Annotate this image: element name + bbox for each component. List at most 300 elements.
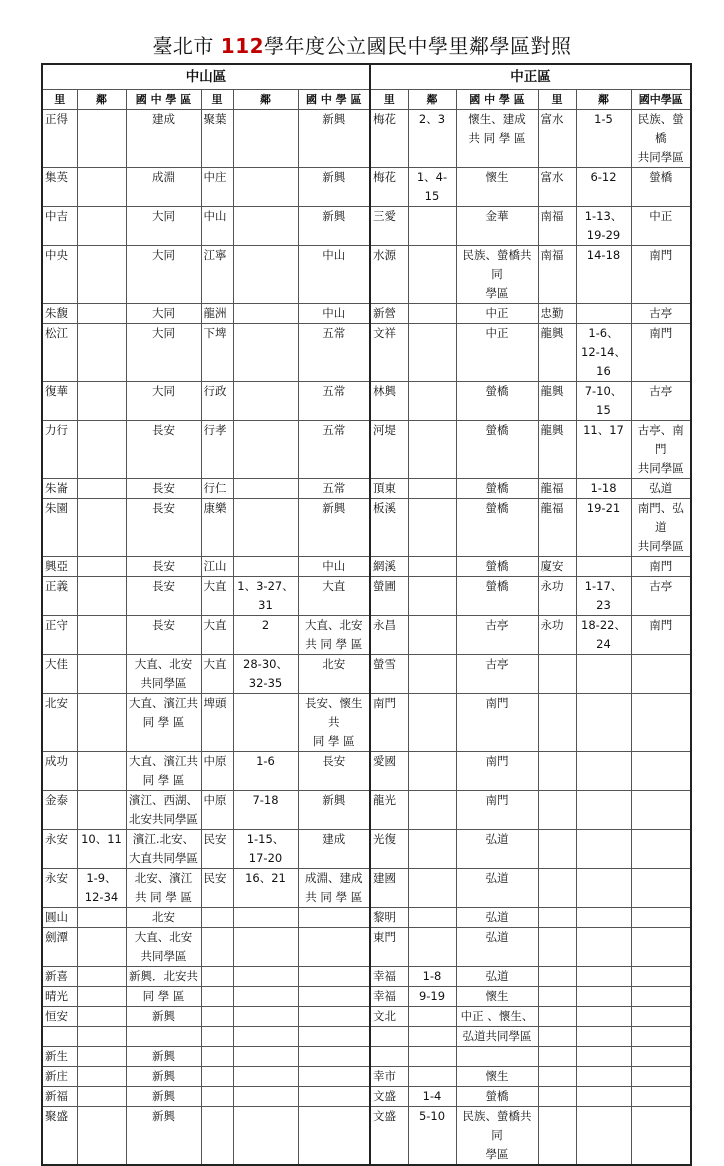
- school-district-cell: 五常: [298, 324, 370, 382]
- village-cell: 龍洲: [201, 304, 233, 324]
- school-district-cell: 古亭、南門 共同學區: [631, 421, 691, 479]
- district-zhongzheng: 中正區: [370, 64, 691, 90]
- school-district-cell: 民族、螢橋 共同學區: [631, 110, 691, 168]
- school-district-cell: 大同: [126, 304, 201, 324]
- neighborhood-cell: [233, 928, 298, 967]
- neighborhood-cell: [233, 382, 298, 421]
- village-cell: [201, 1067, 233, 1087]
- neighborhood-cell: 19-21: [576, 499, 631, 557]
- neighborhood-cell: [77, 616, 126, 655]
- neighborhood-cell: [233, 110, 298, 168]
- column-header-row: [42, 90, 691, 110]
- table-row: [42, 791, 691, 830]
- neighborhood-cell: 1、3-27、 31: [233, 577, 298, 616]
- village-cell: 行孝: [201, 421, 233, 479]
- neighborhood-cell: 1-9、 12-34: [77, 869, 126, 908]
- village-cell: 江山: [201, 557, 233, 577]
- village-cell: 大直: [201, 577, 233, 616]
- school-district-cell: 長安: [126, 577, 201, 616]
- school-district-cell: 民族、螢橋共同 學區: [456, 246, 538, 304]
- school-district-cell: 懷生、建成 共 同 學 區: [456, 110, 538, 168]
- school-district-cell: 長安: [126, 616, 201, 655]
- neighborhood-cell: 7-10、15: [576, 382, 631, 421]
- neighborhood-cell: [408, 382, 456, 421]
- neighborhood-cell: 9-19: [408, 987, 456, 1007]
- neighborhood-cell: [408, 1047, 456, 1067]
- village-cell: 東門: [370, 928, 408, 967]
- village-cell: 中庄: [201, 168, 233, 207]
- village-cell: 光復: [370, 830, 408, 869]
- village-cell: 文祥: [370, 324, 408, 382]
- school-district-cell: 大直、北安 共同學區: [126, 655, 201, 694]
- village-cell: [370, 1047, 408, 1067]
- village-cell: [538, 928, 576, 967]
- village-cell: [538, 752, 576, 791]
- village-cell: [538, 1067, 576, 1087]
- neighborhood-cell: 1-18: [576, 479, 631, 499]
- neighborhood-cell: 16、21: [233, 869, 298, 908]
- village-cell: [538, 869, 576, 908]
- village-cell: 永昌: [370, 616, 408, 655]
- village-cell: 正義: [42, 577, 77, 616]
- neighborhood-cell: [233, 987, 298, 1007]
- neighborhood-cell: 14-18: [576, 246, 631, 304]
- neighborhood-cell: 1-15、 17-20: [233, 830, 298, 869]
- table-row: [42, 616, 691, 655]
- table-row: [42, 246, 691, 304]
- village-cell: 河堤: [370, 421, 408, 479]
- neighborhood-cell: [233, 246, 298, 304]
- neighborhood-cell: 18-22、 24: [576, 616, 631, 655]
- neighborhood-cell: [233, 499, 298, 557]
- page-title: 臺北市 112學年度公立國民中學里鄰學區對照: [152, 34, 572, 58]
- neighborhood-cell: [408, 1067, 456, 1087]
- neighborhood-cell: [408, 908, 456, 928]
- village-cell: 忠勤: [538, 304, 576, 324]
- school-district-cell: 新興: [126, 1047, 201, 1067]
- village-cell: 正得: [42, 110, 77, 168]
- village-cell: 富水: [538, 110, 576, 168]
- school-district-cell: 大直、北安 共同學區: [126, 928, 201, 967]
- village-cell: 黎明: [370, 908, 408, 928]
- village-cell: 松江: [42, 324, 77, 382]
- school-district-cell: 南門、弘道 共同學區: [631, 499, 691, 557]
- school-district-cell: 長安: [126, 421, 201, 479]
- village-cell: 梅花: [370, 110, 408, 168]
- village-cell: 朱馥: [42, 304, 77, 324]
- table-row: [42, 207, 691, 246]
- school-district-cell: 古亭: [456, 616, 538, 655]
- school-district-cell: 成淵: [126, 168, 201, 207]
- school-district-cell: 古亭: [631, 304, 691, 324]
- village-cell: 大直: [201, 655, 233, 694]
- neighborhood-cell: [408, 791, 456, 830]
- neighborhood-cell: [77, 908, 126, 928]
- neighborhood-cell: [233, 168, 298, 207]
- school-district-cell: [456, 1047, 538, 1067]
- neighborhood-cell: [233, 1047, 298, 1067]
- table-row: [42, 1067, 691, 1087]
- neighborhood-cell: [233, 1027, 298, 1047]
- village-cell: 下埤: [201, 324, 233, 382]
- neighborhood-cell: 2、3: [408, 110, 456, 168]
- school-district-cell: [631, 1067, 691, 1087]
- neighborhood-cell: [408, 479, 456, 499]
- school-district-cell: 大直、濱江共 同 學 區: [126, 694, 201, 752]
- village-cell: 永安: [42, 869, 77, 908]
- school-district-cell: [631, 655, 691, 694]
- village-cell: 新生: [42, 1047, 77, 1067]
- neighborhood-cell: 1-6: [233, 752, 298, 791]
- school-district-cell: 南門: [631, 616, 691, 655]
- village-cell: 新庄: [42, 1067, 77, 1087]
- village-cell: 龍福: [538, 479, 576, 499]
- neighborhood-cell: [233, 207, 298, 246]
- school-district-cell: 南門: [631, 324, 691, 382]
- school-district-cell: [631, 791, 691, 830]
- village-cell: [42, 1027, 77, 1047]
- school-district-cell: [298, 928, 370, 967]
- school-district-cell: 大直: [298, 577, 370, 616]
- school-district-cell: 弘道: [456, 830, 538, 869]
- neighborhood-cell: [576, 869, 631, 908]
- table-row: [42, 304, 691, 324]
- school-district-cell: [631, 1107, 691, 1166]
- neighborhood-cell: 10、11: [77, 830, 126, 869]
- school-district-cell: [298, 1087, 370, 1107]
- village-cell: 大直: [201, 616, 233, 655]
- village-cell: 螢雪: [370, 655, 408, 694]
- neighborhood-cell: [408, 830, 456, 869]
- neighborhood-cell: [233, 694, 298, 752]
- school-district-cell: [631, 752, 691, 791]
- village-cell: 新喜: [42, 967, 77, 987]
- school-district-cell: 中山: [298, 557, 370, 577]
- school-district-cell: 新興．北安共: [126, 967, 201, 987]
- village-cell: 民安: [201, 830, 233, 869]
- neighborhood-cell: [77, 1027, 126, 1047]
- school-district-cell: [298, 908, 370, 928]
- school-district-cell: 中山: [298, 304, 370, 324]
- village-cell: 龍興: [538, 421, 576, 479]
- village-cell: 龍興: [538, 382, 576, 421]
- village-cell: [538, 1027, 576, 1047]
- village-cell: 林興: [370, 382, 408, 421]
- neighborhood-cell: [233, 304, 298, 324]
- village-cell: 中央: [42, 246, 77, 304]
- neighborhood-cell: 2: [233, 616, 298, 655]
- neighborhood-cell: [77, 1107, 126, 1166]
- school-district-cell: [631, 1027, 691, 1047]
- village-cell: 文北: [370, 1007, 408, 1027]
- school-district-cell: 長安: [126, 479, 201, 499]
- school-district-cell: 弘道: [456, 928, 538, 967]
- neighborhood-cell: 7-18: [233, 791, 298, 830]
- village-cell: 水源: [370, 246, 408, 304]
- school-district-cell: 古亭: [631, 577, 691, 616]
- village-cell: 中吉: [42, 207, 77, 246]
- table-row: [42, 752, 691, 791]
- neighborhood-cell: 1-6、 12-14、 16: [576, 324, 631, 382]
- village-cell: 螢圃: [370, 577, 408, 616]
- village-cell: 廈安: [538, 557, 576, 577]
- village-cell: [538, 830, 576, 869]
- village-cell: 新營: [370, 304, 408, 324]
- school-district-cell: 弘道: [631, 479, 691, 499]
- school-district-cell: 北安: [126, 908, 201, 928]
- table-row: [42, 694, 691, 752]
- school-district-cell: 弘道共同學區: [456, 1027, 538, 1047]
- neighborhood-cell: [77, 928, 126, 967]
- village-cell: 中原: [201, 752, 233, 791]
- village-cell: 北安: [42, 694, 77, 752]
- village-cell: [538, 694, 576, 752]
- school-district-cell: [631, 830, 691, 869]
- village-cell: 南福: [538, 246, 576, 304]
- neighborhood-cell: [576, 967, 631, 987]
- table-row: [42, 928, 691, 967]
- neighborhood-cell: [408, 752, 456, 791]
- column-header-school-district: 國 中 學 區: [456, 90, 538, 110]
- neighborhood-cell: [233, 1107, 298, 1166]
- table-row: [42, 1107, 691, 1166]
- village-cell: 復華: [42, 382, 77, 421]
- village-cell: 圓山: [42, 908, 77, 928]
- school-district-cell: [298, 1107, 370, 1166]
- neighborhood-cell: [77, 499, 126, 557]
- village-cell: 行政: [201, 382, 233, 421]
- village-cell: 集英: [42, 168, 77, 207]
- village-cell: 三愛: [370, 207, 408, 246]
- neighborhood-cell: 28-30、 32-35: [233, 655, 298, 694]
- neighborhood-cell: [77, 304, 126, 324]
- table-row: [42, 1047, 691, 1067]
- village-cell: 朱崙: [42, 479, 77, 499]
- neighborhood-cell: [77, 1087, 126, 1107]
- school-district-cell: 新興: [298, 110, 370, 168]
- village-cell: 網溪: [370, 557, 408, 577]
- table-row: [42, 168, 691, 207]
- table-row: [42, 967, 691, 987]
- school-district-cell: [298, 987, 370, 1007]
- neighborhood-cell: [408, 324, 456, 382]
- neighborhood-cell: [576, 830, 631, 869]
- village-cell: 聚葉: [201, 110, 233, 168]
- village-cell: 埤頭: [201, 694, 233, 752]
- school-district-cell: [631, 694, 691, 752]
- column-header-village: 里: [42, 90, 77, 110]
- neighborhood-cell: [408, 577, 456, 616]
- table-row: [42, 557, 691, 577]
- school-district-cell: [298, 1067, 370, 1087]
- neighborhood-cell: 1-5: [576, 110, 631, 168]
- school-district-cell: 大直、濱江共 同 學 區: [126, 752, 201, 791]
- village-cell: 江寧: [201, 246, 233, 304]
- village-cell: [538, 987, 576, 1007]
- school-district-cell: [631, 869, 691, 908]
- school-district-cell: 南門: [456, 752, 538, 791]
- school-district-cell: 長安: [126, 557, 201, 577]
- neighborhood-cell: [77, 168, 126, 207]
- neighborhood-cell: [576, 304, 631, 324]
- neighborhood-cell: [233, 421, 298, 479]
- neighborhood-cell: [576, 791, 631, 830]
- neighborhood-cell: [576, 908, 631, 928]
- school-district-cell: 建成: [126, 110, 201, 168]
- village-cell: 永功: [538, 616, 576, 655]
- village-cell: 頂東: [370, 479, 408, 499]
- village-cell: 新福: [42, 1087, 77, 1107]
- column-header-village: 里: [538, 90, 576, 110]
- district-header-row: [42, 64, 691, 90]
- school-district-cell: 新興: [298, 168, 370, 207]
- neighborhood-cell: [576, 752, 631, 791]
- neighborhood-cell: [408, 246, 456, 304]
- school-district-cell: 同 學 區: [126, 987, 201, 1007]
- neighborhood-cell: [233, 324, 298, 382]
- neighborhood-cell: [233, 557, 298, 577]
- village-cell: 中山: [201, 207, 233, 246]
- neighborhood-cell: [233, 1087, 298, 1107]
- village-cell: [538, 791, 576, 830]
- neighborhood-cell: [576, 694, 631, 752]
- school-district-table: [41, 63, 692, 1166]
- village-cell: 金泰: [42, 791, 77, 830]
- neighborhood-cell: [408, 928, 456, 967]
- school-district-cell: 古亭: [456, 655, 538, 694]
- school-district-cell: 新興: [126, 1067, 201, 1087]
- school-district-cell: 懷生: [456, 1067, 538, 1087]
- table-row: [42, 324, 691, 382]
- school-district-cell: 中正: [456, 324, 538, 382]
- neighborhood-cell: [408, 694, 456, 752]
- table-row: [42, 1027, 691, 1047]
- village-cell: [538, 655, 576, 694]
- village-cell: 大佳: [42, 655, 77, 694]
- neighborhood-cell: [77, 694, 126, 752]
- village-cell: 聚盛: [42, 1107, 77, 1166]
- village-cell: [201, 987, 233, 1007]
- neighborhood-cell: [408, 1027, 456, 1047]
- neighborhood-cell: [576, 1047, 631, 1067]
- school-district-cell: 南門: [456, 791, 538, 830]
- table-row: [42, 382, 691, 421]
- school-district-cell: 民族、螢橋共同 學區: [456, 1107, 538, 1166]
- school-district-cell: 五常: [298, 479, 370, 499]
- village-cell: 幸福: [370, 987, 408, 1007]
- district-zhongshan: 中山區: [42, 64, 370, 90]
- table-row: [42, 987, 691, 1007]
- school-district-cell: 北安、濱江 共 同 學 區: [126, 869, 201, 908]
- village-cell: 梅花: [370, 168, 408, 207]
- village-cell: 幸市: [370, 1067, 408, 1087]
- school-district-cell: 大同: [126, 246, 201, 304]
- school-district-cell: 懷生: [456, 168, 538, 207]
- neighborhood-cell: [77, 577, 126, 616]
- neighborhood-cell: 1、4-15: [408, 168, 456, 207]
- neighborhood-cell: [77, 1067, 126, 1087]
- school-district-cell: 大同: [126, 207, 201, 246]
- neighborhood-cell: [408, 499, 456, 557]
- school-district-cell: 弘道: [456, 869, 538, 908]
- village-cell: 行仁: [201, 479, 233, 499]
- village-cell: 晴光: [42, 987, 77, 1007]
- school-district-cell: 新興: [298, 499, 370, 557]
- village-cell: [201, 967, 233, 987]
- school-district-cell: 大直、北安 共 同 學 區: [298, 616, 370, 655]
- neighborhood-cell: 1-13、 19-29: [576, 207, 631, 246]
- school-district-cell: 螢橋: [631, 168, 691, 207]
- school-district-cell: 螢橋: [456, 577, 538, 616]
- school-district-cell: 中山: [298, 246, 370, 304]
- neighborhood-cell: [77, 324, 126, 382]
- school-district-cell: 成淵、建成 共 同 學 區: [298, 869, 370, 908]
- village-cell: 永功: [538, 577, 576, 616]
- school-district-cell: 大同: [126, 324, 201, 382]
- school-district-cell: 中正 、懷生、: [456, 1007, 538, 1027]
- village-cell: [201, 1027, 233, 1047]
- school-district-cell: 五常: [298, 421, 370, 479]
- neighborhood-cell: [77, 967, 126, 987]
- school-district-cell: 螢橋: [456, 499, 538, 557]
- school-district-cell: [298, 1027, 370, 1047]
- village-cell: 建國: [370, 869, 408, 908]
- village-cell: 文盛: [370, 1087, 408, 1107]
- table-row: [42, 421, 691, 479]
- village-cell: 板溪: [370, 499, 408, 557]
- village-cell: 劍潭: [42, 928, 77, 967]
- school-district-cell: 建成: [298, 830, 370, 869]
- neighborhood-cell: [408, 421, 456, 479]
- school-district-cell: 新興: [298, 791, 370, 830]
- table-row: [42, 577, 691, 616]
- school-district-cell: 濱江、西湖、 北安共同學區: [126, 791, 201, 830]
- neighborhood-cell: 5-10: [408, 1107, 456, 1166]
- column-header-neighborhood: 鄰: [77, 90, 126, 110]
- column-header-school-district: 國 中 學 區: [126, 90, 201, 110]
- neighborhood-cell: [77, 421, 126, 479]
- neighborhood-cell: [77, 1047, 126, 1067]
- neighborhood-cell: [408, 207, 456, 246]
- neighborhood-cell: [77, 110, 126, 168]
- neighborhood-cell: [408, 557, 456, 577]
- column-header-school-district: 國中學區: [631, 90, 691, 110]
- school-district-cell: [631, 1087, 691, 1107]
- school-district-cell: 五常: [298, 382, 370, 421]
- neighborhood-cell: [233, 908, 298, 928]
- school-district-cell: 大同: [126, 382, 201, 421]
- school-district-cell: [631, 1047, 691, 1067]
- school-district-cell: 懷生: [456, 987, 538, 1007]
- neighborhood-cell: [408, 655, 456, 694]
- table-row: [42, 655, 691, 694]
- school-district-cell: 長安: [298, 752, 370, 791]
- school-district-cell: 新興: [126, 1087, 201, 1107]
- neighborhood-cell: [77, 246, 126, 304]
- neighborhood-cell: [77, 382, 126, 421]
- table-row: [42, 110, 691, 168]
- neighborhood-cell: [576, 928, 631, 967]
- village-cell: [538, 967, 576, 987]
- school-district-cell: 南門: [456, 694, 538, 752]
- school-district-cell: [298, 1047, 370, 1067]
- neighborhood-cell: 11、17: [576, 421, 631, 479]
- column-header-village: 里: [201, 90, 233, 110]
- school-district-cell: 螢橋: [456, 421, 538, 479]
- village-cell: [370, 1027, 408, 1047]
- neighborhood-cell: [576, 1107, 631, 1166]
- school-district-cell: [631, 967, 691, 987]
